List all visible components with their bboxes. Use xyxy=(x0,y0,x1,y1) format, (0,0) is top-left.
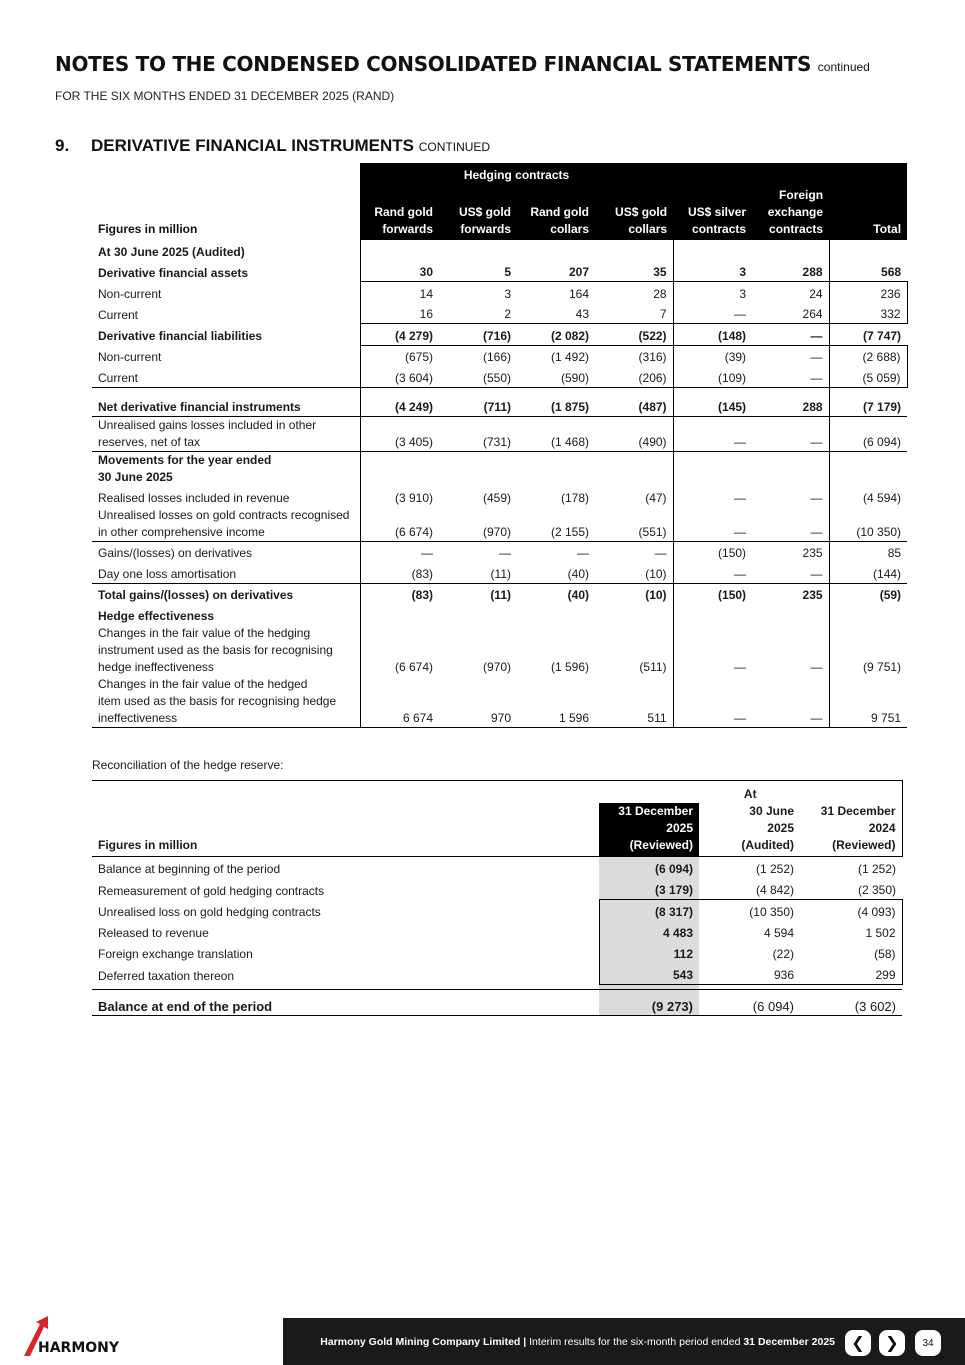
cell-value: — xyxy=(517,541,595,562)
cell-value: (551) xyxy=(638,524,667,539)
cell-value: (316) xyxy=(595,345,673,366)
cell-value xyxy=(517,452,595,487)
footer-description: Interim results for the six-month period ended xyxy=(529,1336,741,1348)
section-title: DERIVATIVE FINANCIAL INSTRUMENTS xyxy=(91,136,415,155)
cell-value: (206) xyxy=(595,366,673,387)
next-page-button[interactable] xyxy=(879,1330,905,1356)
page-title: NOTES TO THE CONDENSED CONSOLIDATED FINANCIAL STATEMENTS continued xyxy=(55,52,870,76)
cell-value: 288 xyxy=(752,387,829,417)
cell-value xyxy=(752,604,829,625)
cell-value: — xyxy=(595,541,673,562)
cell-value: — xyxy=(673,303,752,324)
footer-text xyxy=(320,1336,835,1348)
cell-value: (39) xyxy=(673,345,752,366)
cell-value: 85 xyxy=(829,541,907,562)
total-value: (3 602) xyxy=(800,990,902,1016)
cell-value: 288 xyxy=(802,265,823,279)
row-label: Derivative financial assets xyxy=(98,265,249,280)
footer-company: Harmony Gold Mining Company Limited xyxy=(320,1336,521,1348)
cell-value: 14 xyxy=(360,282,439,303)
row-label: Current xyxy=(98,307,139,322)
cell-value: — xyxy=(673,486,752,507)
cell-value: (22) xyxy=(772,947,794,961)
hedge-reserve-table xyxy=(92,780,903,1016)
cell-value: 1 596 xyxy=(517,676,595,728)
recon-col-header: 31 December 2024 (Reviewed) xyxy=(800,803,902,857)
cell-value: 568 xyxy=(829,261,907,282)
row-label: Remeasurement of gold hedging contracts xyxy=(98,883,325,898)
cell-value: (4 842) xyxy=(755,883,794,897)
row-label: Day one loss amortisation xyxy=(98,566,237,581)
row-label: Unrealised losses on gold contracts recognised in other comprehensive income xyxy=(98,507,350,539)
cell-value: (522) xyxy=(638,328,667,343)
cell-value: (8 317) xyxy=(599,900,699,922)
table-row xyxy=(92,676,907,728)
cell-value: 235 xyxy=(752,541,829,562)
table-row xyxy=(92,541,907,562)
cell-value: (1 596) xyxy=(550,659,589,674)
logo-icon xyxy=(22,1316,142,1358)
cell-value: 235 xyxy=(752,583,829,604)
footer-divider: | xyxy=(523,1336,527,1348)
table-row xyxy=(92,240,907,261)
cell-value xyxy=(517,240,595,261)
cell-value: — xyxy=(673,417,752,452)
row-label: Realised losses included in revenue xyxy=(98,490,290,505)
chevron-right-icon: ❯ xyxy=(885,1335,899,1352)
cell-value: 35 xyxy=(653,265,667,279)
cell-value: (2 082) xyxy=(550,328,589,343)
cell-value: 4 483 xyxy=(599,921,699,942)
cell-value: (487) xyxy=(595,387,673,417)
table-row xyxy=(92,261,907,282)
cell-value: (1 468) xyxy=(517,417,595,452)
row-label: Released to revenue xyxy=(98,926,209,940)
cell-value: — xyxy=(673,676,752,728)
cell-value: 30 xyxy=(360,261,439,282)
cell-value xyxy=(439,604,517,625)
cell-value: 7 xyxy=(595,303,673,324)
cell-value: — xyxy=(810,524,823,539)
cell-value: (109) xyxy=(673,366,752,387)
cell-value: — xyxy=(752,345,829,366)
cell-value: (3 910) xyxy=(360,486,439,507)
cell-value: (550) xyxy=(439,366,517,387)
cell-value: 9 751 xyxy=(829,676,907,728)
section-heading xyxy=(55,136,490,156)
cell-value xyxy=(829,452,907,487)
cell-value: (1 252) xyxy=(699,857,800,879)
reconciliation-intro: Reconciliation of the hedge reserve: xyxy=(92,758,284,772)
cell-value: (150) xyxy=(673,541,752,562)
cell-value: 5 xyxy=(504,265,511,279)
table-row xyxy=(92,486,907,507)
cell-value: (2 350) xyxy=(857,883,896,897)
cell-value: 6 674 xyxy=(360,676,439,728)
cell-value: (7 747) xyxy=(829,324,907,346)
page-number: 34 xyxy=(915,1330,941,1356)
cell-value: (731) xyxy=(439,417,517,452)
table-row xyxy=(92,366,907,387)
cell-value xyxy=(752,240,829,261)
chevron-left-icon: ❮ xyxy=(851,1335,865,1352)
cell-value: (4 594) xyxy=(829,486,907,507)
cell-value: (10 350) xyxy=(699,900,800,922)
cell-value: 299 xyxy=(800,963,902,985)
cell-value: (490) xyxy=(595,417,673,452)
cell-value: (6 094) xyxy=(829,417,907,452)
table-row xyxy=(92,303,907,324)
cell-value: — xyxy=(673,562,752,583)
cell-value: (148) xyxy=(673,324,752,346)
table-row xyxy=(92,625,907,676)
table-row xyxy=(92,452,907,487)
cell-value: 264 xyxy=(752,303,829,324)
cell-value: 332 xyxy=(829,303,907,324)
row-label: Derivative financial liabilities xyxy=(98,329,263,343)
cell-value: (11) xyxy=(490,566,511,581)
recon-col-header: 30 June 2025 (Audited) xyxy=(741,804,794,852)
cell-value: (150) xyxy=(673,583,752,604)
recon-label-header: Figures in million xyxy=(98,838,198,852)
cell-value: (58) xyxy=(800,942,902,963)
row-label: Balance at beginning of the period xyxy=(92,857,599,879)
cell-value: 28 xyxy=(595,282,673,303)
cell-value: (145) xyxy=(673,387,752,417)
col-header: Foreign exchange contracts xyxy=(752,187,829,240)
cell-value: — xyxy=(752,676,829,728)
group-header-hedging: Hedging contracts xyxy=(360,163,673,187)
cell-value: 4 594 xyxy=(763,926,794,940)
cell-value xyxy=(439,240,517,261)
page-subtitle: FOR THE SIX MONTHS ENDED 31 DECEMBER 2025 (RAND) xyxy=(55,89,395,103)
cell-value: (83) xyxy=(360,562,439,583)
col-header: US$ gold forwards xyxy=(439,187,517,240)
cell-value: (9 751) xyxy=(829,625,907,676)
table-row xyxy=(92,562,907,583)
cell-value: (10 350) xyxy=(829,507,907,542)
cell-value: (1 252) xyxy=(800,857,902,879)
cell-value: 16 xyxy=(360,303,439,324)
cell-value: (59) xyxy=(829,583,907,604)
cell-value: — xyxy=(360,541,439,562)
table-row xyxy=(92,963,902,985)
cell-value: 24 xyxy=(752,282,829,303)
cell-value: (1 492) xyxy=(517,345,595,366)
cell-value xyxy=(595,240,673,261)
table-row xyxy=(92,387,907,417)
logo-text: HARMONY xyxy=(38,1340,120,1356)
table-row xyxy=(92,282,907,303)
label-header: Figures in million xyxy=(92,187,360,240)
cell-value: (166) xyxy=(439,345,517,366)
cell-value: 936 xyxy=(699,963,800,985)
cell-value: 236 xyxy=(829,282,907,303)
cell-value: 543 xyxy=(599,963,699,985)
row-label: At 30 June 2025 (Audited) xyxy=(98,244,245,259)
cell-value: 43 xyxy=(517,303,595,324)
table-row xyxy=(92,604,907,625)
cell-value: (178) xyxy=(560,490,589,505)
col-header: Total xyxy=(829,187,907,240)
cell-value: — xyxy=(810,659,823,674)
row-label: Non-current xyxy=(98,350,162,364)
cell-value: 112 xyxy=(599,942,699,963)
table-row xyxy=(92,900,902,922)
cell-value xyxy=(595,604,673,625)
cell-value: (590) xyxy=(517,366,595,387)
cell-value: (3 405) xyxy=(360,417,439,452)
cell-value: (511) xyxy=(639,659,667,674)
cell-value: — xyxy=(810,490,823,505)
cell-value: — xyxy=(439,541,517,562)
cell-value: — xyxy=(673,625,752,676)
cell-value: (4 093) xyxy=(800,900,902,922)
footer-period: 31 December 2025 xyxy=(743,1336,835,1348)
row-label: Changes in the fair value of the hedging instrument used as the basis for recognising hedge ineffectiveness xyxy=(98,625,333,674)
cell-value: (83) xyxy=(360,583,439,604)
row-label: Deferred taxation thereon xyxy=(98,968,235,983)
cell-value: (144) xyxy=(829,562,907,583)
cell-value: (47) xyxy=(645,490,667,505)
col-header: Rand gold forwards xyxy=(360,187,439,240)
cell-value: (40) xyxy=(517,583,595,604)
table-row xyxy=(92,878,902,900)
cell-value: (2 688) xyxy=(829,345,907,366)
at-header: At xyxy=(599,781,902,804)
cell-value xyxy=(673,240,752,261)
cell-value xyxy=(673,604,752,625)
cell-value: (6 674) xyxy=(360,507,439,542)
total-value: (6 094) xyxy=(699,990,800,1016)
table-row xyxy=(92,507,907,542)
table-row xyxy=(92,324,907,346)
section-suffix: CONTINUED xyxy=(418,140,491,154)
row-label: Movements for the year ended 30 June 2025 xyxy=(92,452,360,487)
cell-value: (3 604) xyxy=(360,366,439,387)
cell-value: 511 xyxy=(595,676,673,728)
cell-value: 1 502 xyxy=(800,921,902,942)
table-row xyxy=(92,583,907,604)
table-row xyxy=(92,921,902,942)
col-header: Rand gold collars xyxy=(517,187,595,240)
row-label: Unrealised loss on gold hedging contracts xyxy=(98,905,321,919)
cell-value: — xyxy=(752,417,829,452)
cell-value: (10) xyxy=(645,566,667,581)
recon-col-header: 31 December 2025 (Reviewed) xyxy=(599,803,699,857)
cell-value: — xyxy=(673,507,752,542)
cell-value xyxy=(829,240,907,261)
cell-value: (970) xyxy=(482,524,511,539)
row-label: Changes in the fair value of the hedged item used as the basis for recognising hedge ineffectiveness xyxy=(92,676,360,728)
cell-value xyxy=(673,452,752,487)
cell-value: (675) xyxy=(360,345,439,366)
cell-value: (6 674) xyxy=(360,625,439,676)
section-number: 9. xyxy=(55,136,70,155)
cell-value: 207 xyxy=(568,265,589,279)
cell-value: (7 179) xyxy=(829,387,907,417)
cell-value: (3 179) xyxy=(599,878,699,900)
total-label: Balance at end of the period xyxy=(92,990,599,1016)
cell-value: 3 xyxy=(673,261,752,282)
cell-value: (10) xyxy=(595,583,673,604)
table-row xyxy=(92,942,902,963)
cell-value: (40) xyxy=(567,566,589,581)
cell-value: — xyxy=(810,328,823,343)
prev-page-button[interactable] xyxy=(845,1330,871,1356)
cell-value: (6 094) xyxy=(599,857,699,879)
cell-value xyxy=(829,604,907,625)
row-label: Total gains/(losses) on derivatives xyxy=(92,583,360,604)
cell-value: (1 875) xyxy=(517,387,595,417)
cell-value: (970) xyxy=(482,659,511,674)
row-label: Net derivative financial instruments xyxy=(92,387,360,417)
cell-value: 2 xyxy=(439,303,517,324)
harmony-logo xyxy=(22,1316,142,1363)
cell-value: — xyxy=(810,566,823,581)
row-label: Current xyxy=(98,370,139,385)
cell-value xyxy=(360,452,439,487)
row-label: Unrealised gains losses included in other reserves, net of tax xyxy=(92,417,360,452)
cell-value: (4 279) xyxy=(360,324,439,346)
col-header: US$ silver contracts xyxy=(673,187,752,240)
cell-value xyxy=(360,240,439,261)
cell-value: (459) xyxy=(482,490,511,505)
cell-value xyxy=(595,452,673,487)
row-label: Hedge effectiveness xyxy=(98,608,215,623)
title-suffix: continued xyxy=(817,60,870,74)
derivatives-table xyxy=(92,163,908,728)
cell-value xyxy=(517,604,595,625)
row-label: Non-current xyxy=(98,286,162,301)
row-label: Foreign exchange translation xyxy=(98,947,253,961)
cell-value xyxy=(439,452,517,487)
total-row xyxy=(92,990,902,1016)
row-label: Gains/(losses) on derivatives xyxy=(92,541,360,562)
cell-value: (711) xyxy=(439,387,517,417)
cell-value: 164 xyxy=(517,282,595,303)
table-row xyxy=(92,417,907,452)
total-value: (9 273) xyxy=(599,990,699,1016)
cell-value: — xyxy=(752,366,829,387)
cell-value: (11) xyxy=(439,583,517,604)
table-row xyxy=(92,857,902,879)
table-row xyxy=(92,345,907,366)
cell-value: 970 xyxy=(439,676,517,728)
cell-value: (4 249) xyxy=(360,387,439,417)
cell-value xyxy=(752,452,829,487)
cell-value: (2 155) xyxy=(550,524,589,539)
cell-value xyxy=(360,604,439,625)
cell-value: 3 xyxy=(673,282,752,303)
cell-value: 3 xyxy=(439,282,517,303)
col-header: US$ gold collars xyxy=(595,187,673,240)
cell-value: (5 059) xyxy=(829,366,907,387)
footer-bar xyxy=(283,1318,965,1365)
cell-value: (716) xyxy=(482,328,511,343)
